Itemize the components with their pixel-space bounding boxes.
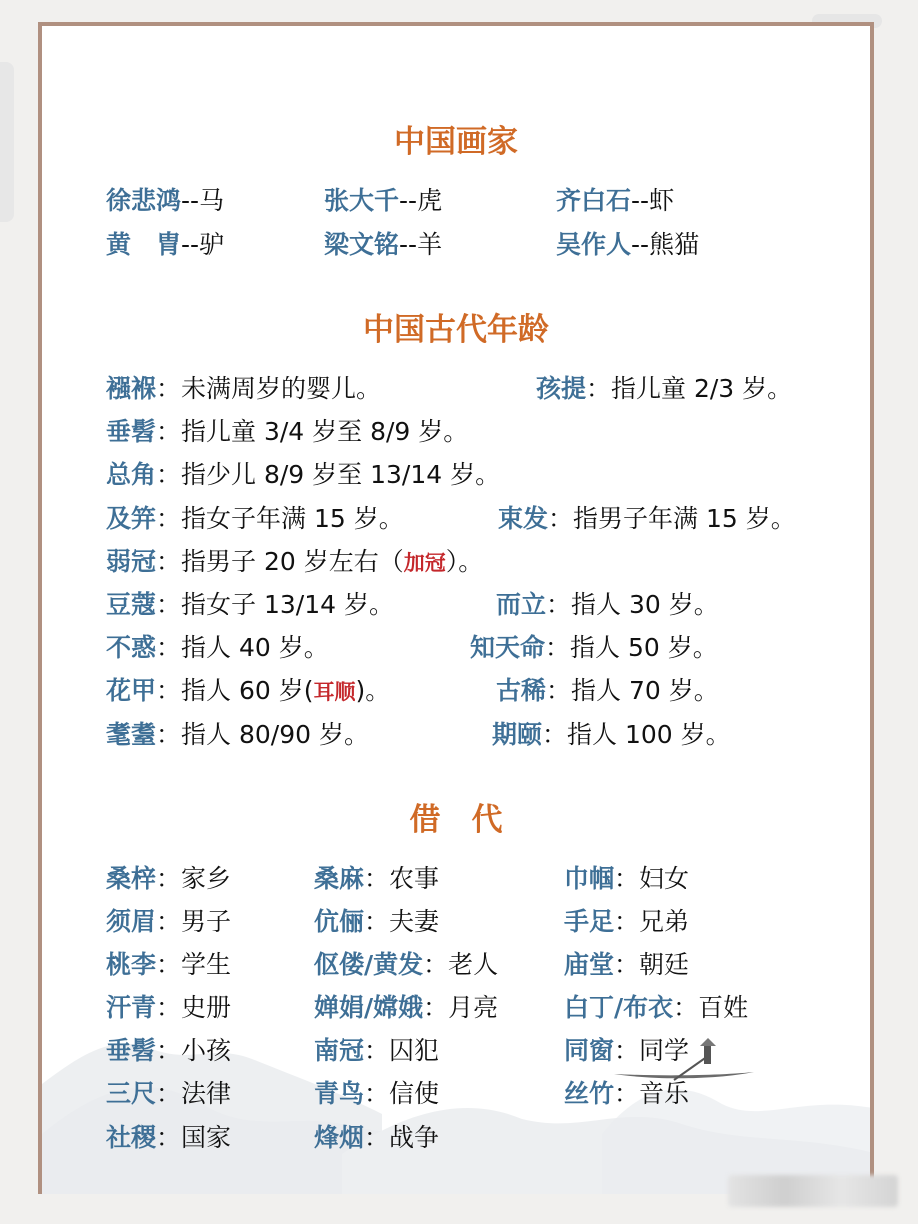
age-item: 及笄：指女子年满 15 岁。 [106,504,404,533]
age-item: 知天命：指人 50 岁。 [470,633,718,662]
age-item: 不惑：指人 40 岁。 [106,633,329,662]
content-card [38,22,874,1194]
age-item: 期颐：指人 100 岁。 [492,720,731,749]
painters-title: 中国画家 [394,124,518,160]
left-edge-tab [0,62,14,222]
metonymy-item: 同窗：同学 [564,1036,690,1065]
metonymy-item: 汗青：史册 [106,993,232,1022]
painter-item: 张大千--虎 [324,186,443,215]
metonymy-item: 巾帼：妇女 [564,864,690,893]
blurred-watermark [728,1175,898,1207]
metonymy-item: 桑麻：农事 [314,864,440,893]
painter-item: 吴作人--熊猫 [556,230,700,259]
metonymy-item: 伉俪：夫妻 [314,907,440,936]
metonymy-item: 垂髫：小孩 [106,1036,232,1065]
metonymy-item: 婵娟/嫦娥：月亮 [314,993,499,1022]
age-item: 耄耋：指人 80/90 岁。 [106,720,369,749]
metonymy-title: 借 代 [409,802,503,838]
age-item: 古稀：指人 70 岁。 [496,676,719,705]
age-item: 而立：指人 30 岁。 [496,590,719,619]
metonymy-item: 手足：兄弟 [564,907,690,936]
age-item: 花甲：指人 60 岁(耳顺)。 [106,676,391,705]
ages-title: 中国古代年龄 [363,312,549,348]
painter-item: 徐悲鸿--马 [106,186,225,215]
age-note: 加冠 [403,551,446,575]
metonymy-item: 桑梓：家乡 [106,864,232,893]
metonymy-item: 南冠：囚犯 [314,1036,440,1065]
metonymy-item: 桃李：学生 [106,950,232,979]
age-item: 襁褓：未满周岁的婴儿。 [106,374,382,403]
metonymy-item: 社稷：国家 [106,1123,232,1152]
metonymy-item: 丝竹：音乐 [564,1079,690,1108]
metonymy-item: 烽烟：战争 [314,1123,440,1152]
painter-item: 齐白石--虾 [556,186,675,215]
metonymy-item: 三尺：法律 [106,1079,232,1108]
painter-item: 黄 胄--驴 [106,230,225,259]
age-item: 孩提：指儿童 2/3 岁。 [536,374,793,403]
metonymy-item: 庙堂：朝廷 [564,950,690,979]
metonymy-item: 须眉：男子 [106,907,232,936]
age-note: 耳顺 [313,680,356,704]
metonymy-item: 白丁/布衣：百姓 [564,993,749,1022]
painter-item: 梁文铭--羊 [324,230,443,259]
age-item: 总角：指少儿 8/9 岁至 13/14 岁。 [106,460,501,489]
age-item: 豆蔻：指女子 13/14 岁。 [106,590,394,619]
metonymy-item: 青鸟：信使 [314,1079,440,1108]
metonymy-item: 伛偻/黄发：老人 [314,950,499,979]
age-item: 束发：指男子年满 15 岁。 [498,504,796,533]
age-item: 弱冠：指男子 20 岁左右（加冠）。 [106,547,484,576]
age-item: 垂髫：指儿童 3/4 岁至 8/9 岁。 [106,417,469,446]
